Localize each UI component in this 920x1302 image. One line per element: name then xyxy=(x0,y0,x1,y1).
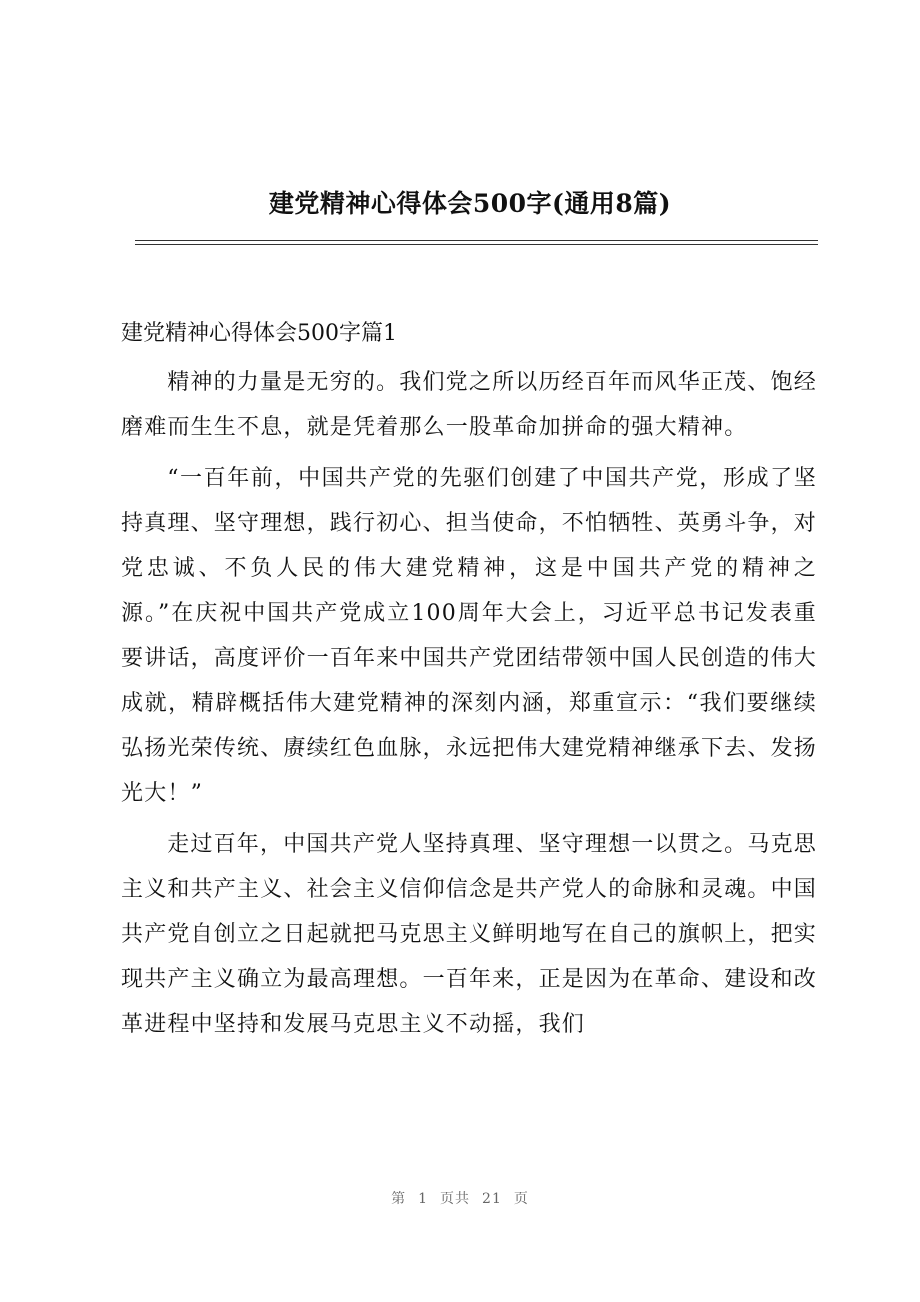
footer-prefix: 第 xyxy=(391,1191,407,1207)
document-body xyxy=(121,312,817,1047)
paragraph: 走过百年，中国共产党人坚持真理、坚守理想一以贯之。马克思主义和共产主义、社会主义信仰信念是共产党人的命脉和灵魂。中国共产党自创立之日起就把马克思主义鲜明地写在自己的旗帜上，把实现共产主义确立为最高理想。一百年来，正是因为在革命、建设和改革进程中坚持和发展马克思主义不动摇，我们 xyxy=(121,832,818,1037)
section-heading: 建党精神心得体会500字篇1 xyxy=(121,321,397,346)
title-double-rule xyxy=(135,240,818,245)
paragraph: “一百年前，中国共产党的先驱们创建了中国共产党，形成了坚持真理、坚守理想，践行初心、担当使命，不怕牺牲、英勇斗争，对党忠诚、不负人民的伟大建党精神，这是中国共产党的精神之源。”在庆祝中国共产党成立100周年大会上，习近平总书记发表重要讲话，高度评价一百年来中国共产党团结带领中国人民创造的伟大成就，精辟概括伟大建党精神的深刻内涵，郑重宣示：“我们要继续弘扬光荣传统、赓续红色血脉，永远把伟大建党精神继承下去、发扬光大！” xyxy=(121,466,818,806)
footer-current-page: 1 xyxy=(418,1191,429,1207)
footer-middle: 页共 xyxy=(440,1191,471,1207)
document-title: 建党精神心得体会500字(通用8篇) xyxy=(268,189,672,218)
footer-total-pages: 21 xyxy=(482,1191,502,1207)
paragraph: 精神的力量是无穷的。我们党之所以历经百年而风华正茂、饱经磨难而生生不息，就是凭着那么一股革命加拼命的强大精神。 xyxy=(121,370,817,440)
page-footer xyxy=(0,1188,920,1208)
footer-suffix: 页 xyxy=(513,1191,529,1207)
